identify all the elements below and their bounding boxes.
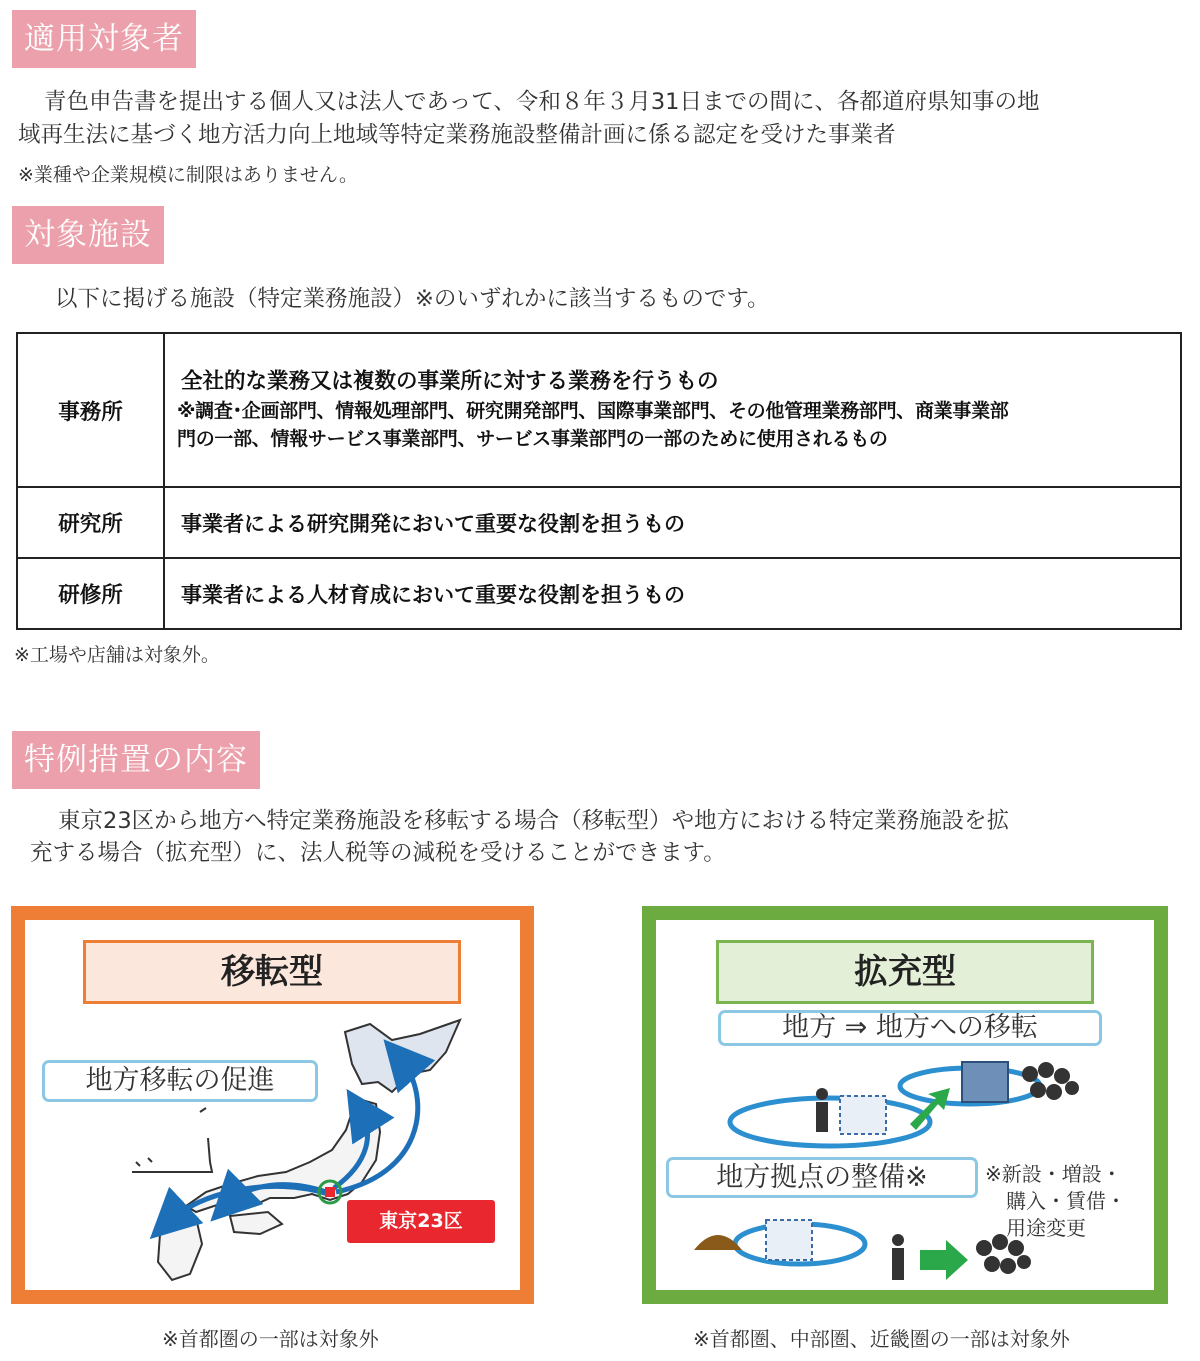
table-row	[17, 333, 1181, 487]
section-title-special: 特例措置の内容	[12, 731, 260, 789]
facility-sub-line1: ※調査･企画部門、情報処理部門、研究開発部門、国際事業部門、その他管理業務部門、商業事業部	[177, 400, 1009, 422]
expansion-bubble-top: 地方 ⇒ 地方への移転	[718, 1010, 1102, 1046]
construction-helmet-icon	[694, 1235, 742, 1250]
facility-sub-line2: 門の一部、情報サービス事業部門、サービス事業部門の一部のために使用されるもの	[177, 428, 888, 450]
kyushu-shape	[158, 1214, 202, 1280]
large-building-icon	[962, 1062, 1008, 1102]
expansion-note-line1: ※新設・増設・	[985, 1162, 1122, 1186]
expansion-bubble-mid: 地方拠点の整備※	[666, 1157, 978, 1198]
orbit-ring	[730, 1098, 930, 1146]
tokyo-badge: 東京23区	[347, 1200, 495, 1243]
facilities-note: ※工場や店舗は対象外。	[14, 644, 220, 666]
target-note: ※業種や企業規模に制限はありません。	[18, 164, 359, 186]
facilities-table	[16, 332, 1182, 630]
section-title-target: 適用対象者	[12, 10, 196, 68]
hokkaido-shape	[345, 1020, 460, 1092]
facility-name: 研究所	[17, 487, 164, 558]
table-row	[17, 487, 1181, 558]
person-icon	[892, 1234, 904, 1280]
relocation-title: 移転型	[83, 940, 461, 1004]
relocation-bubble: 地方移転の促進	[42, 1060, 318, 1102]
facility-name: 事務所	[17, 333, 164, 487]
expansion-note-line3: 用途変更	[1006, 1216, 1086, 1240]
island-marks	[132, 1108, 212, 1172]
expansion-title: 拡充型	[716, 940, 1094, 1004]
japan-map-illustration	[130, 1012, 490, 1292]
section-title-facilities: 対象施設	[12, 206, 164, 264]
planned-building-icon	[766, 1220, 812, 1260]
expansion-note-line2: 購入・賃借・	[1006, 1189, 1126, 1213]
target-text-line2: 域再生法に基づく地方活力向上地域等特定業務施設整備計画に係る認定を受けた事業者	[18, 122, 896, 148]
expansion-caption: ※首都圏、中部圏、近畿圏の一部は対象外	[693, 1327, 1070, 1351]
special-text-line1: 東京23区から地方へ特定業務施設を移転する場合（移転型）や地方における特定業務施設を拡	[58, 808, 1010, 834]
special-text-line2: 充する場合（拡充型）に、法人税等の減税を受けることができます。	[30, 840, 726, 866]
facility-desc: 事業者による研究開発において重要な役割を担うもの	[164, 487, 1181, 558]
relocation-caption: ※首都圏の一部は対象外	[162, 1327, 379, 1351]
green-arrow-icon	[920, 1240, 968, 1280]
target-text-line1: 青色申告書を提出する個人又は法人であって、令和８年３月31日までの間に、各都道府県知事の地	[44, 89, 1040, 115]
person-icon	[816, 1088, 828, 1132]
facilities-intro: 以下に掲げる施設（特定業務施設）※のいずれかに該当するものです。	[55, 286, 770, 312]
facility-desc-cell	[164, 333, 1181, 487]
table-row	[17, 558, 1181, 629]
shikoku-shape	[230, 1212, 282, 1234]
small-building-icon	[840, 1096, 886, 1134]
facility-desc: 全社的な業務又は複数の事業所に対する業務を行うもの	[181, 369, 719, 394]
facility-name: 研修所	[17, 558, 164, 629]
facility-desc: 事業者による人材育成において重要な役割を担うもの	[164, 558, 1181, 629]
